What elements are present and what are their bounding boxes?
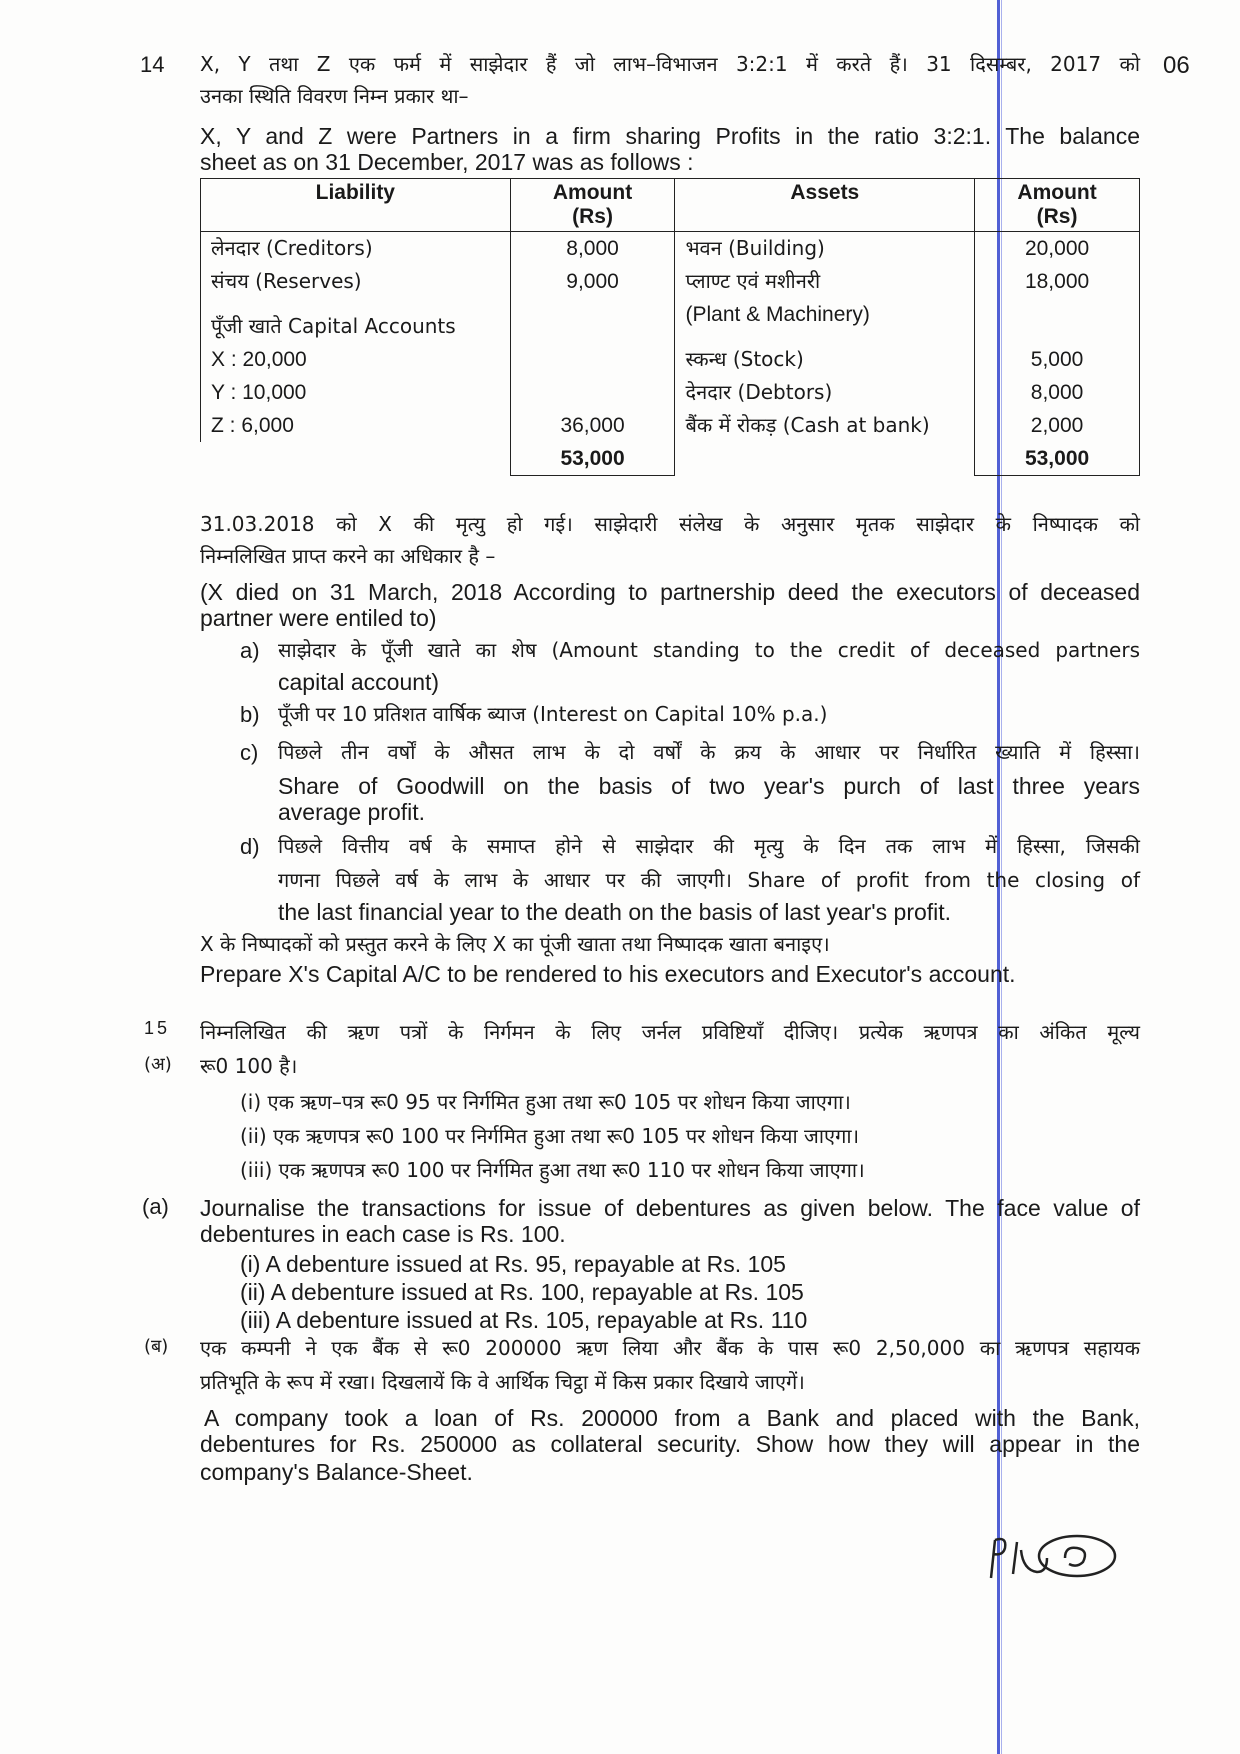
header-assets: Assets xyxy=(675,179,975,232)
asset-label: देनदार (Debtors) xyxy=(675,376,975,409)
liability-amount xyxy=(510,343,675,376)
item-c-english-2: average profit. xyxy=(278,799,426,825)
header-amount-1: Amount (Rs) xyxy=(510,179,675,232)
q15-b-label: (ब) xyxy=(144,1336,169,1357)
liability-label: लेनदार (Creditors) xyxy=(201,232,511,266)
item-a-text-1: साझेदार के पूँजी खाते का शेष (Amount standing to the credit of deceased partners xyxy=(278,638,1140,662)
liability-label: Z : 6,000 xyxy=(201,409,511,442)
table-row xyxy=(201,409,1140,442)
item-c-hindi: पिछले तीन वर्षों के औसत लाभ के दो वर्षों के क्रय के आधार पर निर्धारित ख्याति में हिस्सा। xyxy=(278,740,1140,764)
pto-handwritten-mark xyxy=(985,1528,1125,1584)
table-row xyxy=(201,343,1140,376)
question-15-number: 15 xyxy=(144,1018,171,1038)
item-b-text: पूँजी पर 10 प्रतिशत वार्षिक ब्याज (Interest on Capital 10% p.a.) xyxy=(278,702,828,726)
liability-amount xyxy=(510,298,675,343)
question-14-number: 14 xyxy=(140,52,165,77)
liability-label: संचय (Reserves) xyxy=(201,265,511,298)
q14-english-death-1: (X died on 31 March, 2018 According to partnership deed the executors of deceased xyxy=(200,579,1140,605)
item-d-label: d) xyxy=(240,834,260,859)
q14-english-prepare: Prepare X's Capital A/C to be rendered to his executors and Executor's account. xyxy=(200,961,1016,987)
table-total-row xyxy=(201,442,1140,476)
q14-hindi-death-2: निम्नलिखित प्राप्त करने का अधिकार है – xyxy=(200,544,496,568)
asset-label: प्लाण्ट एवं मशीनरी xyxy=(675,265,975,298)
q15-english-a-label: (a) xyxy=(142,1194,169,1219)
q14-hindi-death-1: 31.03.2018 को X की मृत्यु हो गई। साझेदारी संलेख के अनुसार मृतक साझेदार के निष्पादक को xyxy=(200,512,1140,536)
q15-hindi-a-1: निम्नलिखित की ऋण पत्रों के निर्गमन के लिए जर्नल प्रविष्टियाँ दीजिए। प्रत्येक ऋणपत्र का अंकित मूल्य xyxy=(200,1020,1140,1044)
asset-amount: 8,000 xyxy=(975,376,1140,409)
q15-hindi-b-1: एक कम्पनी ने एक बैंक से रू0 200000 ऋण लिया और बैंक के पास रू0 2,50,000 का ऋणपत्र सहायक xyxy=(200,1336,1140,1360)
table-row xyxy=(201,232,1140,266)
item-c-english-1: Share of Goodwill on the basis of two year's purch of last three years xyxy=(278,773,1140,799)
question-14-marks: 06 xyxy=(1163,52,1190,79)
table-row xyxy=(201,265,1140,298)
liability-amount: 36,000 xyxy=(510,409,675,442)
asset-label: (Plant & Machinery) xyxy=(675,298,975,343)
q15-hindi-item-2: (ii) एक ऋणपत्र रू0 100 पर निर्गमित हुआ तथा रू0 105 पर शोधन किया जाएगा। xyxy=(240,1124,860,1148)
asset-amount: 2,000 xyxy=(975,409,1140,442)
item-d-hindi-2: गणना पिछले वर्ष के लाभ के आधार पर की जाएगी। Share of profit from the closing of xyxy=(278,868,1140,892)
total-assets: 53,000 xyxy=(975,442,1140,476)
q15-hindi-a-2: रू0 100 है। xyxy=(200,1054,298,1078)
q15-hindi-a-label: (अ) xyxy=(144,1054,172,1075)
q14-hindi-intro-1: X, Y तथा Z एक फर्म में साझेदार हैं जो लाभ–विभाजन 3:2:1 में करते हैं। 31 दिसम्बर, 2017 को xyxy=(200,52,1140,76)
asset-label: स्कन्ध (Stock) xyxy=(675,343,975,376)
q15-english-b-3: company's Balance-Sheet. xyxy=(200,1459,473,1485)
liability-amount: 8,000 xyxy=(510,232,675,266)
table-row xyxy=(201,376,1140,409)
asset-amount xyxy=(975,298,1140,343)
q15-english-item-3: (iii) A debenture issued at Rs. 105, repayable at Rs. 110 xyxy=(240,1307,808,1333)
balance-sheet-header xyxy=(201,179,1140,232)
q15-english-b-1: A company took a loan of Rs. 200000 from a Bank and placed with the Bank, xyxy=(204,1405,1140,1431)
q15-english-item-1: (i) A debenture issued at Rs. 95, repayable at Rs. 105 xyxy=(240,1251,786,1277)
q14-english-death-2: partner were entiled to) xyxy=(200,605,437,631)
q15-hindi-b-2: प्रतिभूति के रूप में रखा। दिखलायें कि वे आर्थिक चिट्ठा में किस प्रकार दिखाये जाएगें। xyxy=(200,1370,805,1394)
q15-hindi-item-1: (i) एक ऋण–पत्र रू0 95 पर निर्गमित हुआ तथा रू0 105 पर शोधन किया जाएगा। xyxy=(240,1090,851,1114)
item-b-label: b) xyxy=(240,702,260,727)
liability-label: Y : 10,000 xyxy=(201,376,511,409)
item-c-label: c) xyxy=(240,740,259,765)
header-liability: Liability xyxy=(201,179,511,232)
asset-amount: 20,000 xyxy=(975,232,1140,266)
liability-amount xyxy=(510,376,675,409)
liability-label: पूँजी खाते Capital Accounts xyxy=(201,298,511,343)
liability-amount: 9,000 xyxy=(510,265,675,298)
table-row xyxy=(201,298,1140,343)
q15-english-a-1: Journalise the transactions for issue of debentures as given below. The face value of xyxy=(200,1195,1140,1221)
liability-label: X : 20,000 xyxy=(201,343,511,376)
q14-hindi-intro-2: उनका स्थिति विवरण निम्न प्रकार था– xyxy=(200,84,469,108)
asset-label: बैंक में रोकड़ (Cash at bank) xyxy=(675,409,975,442)
header-amount-2: Amount (Rs) xyxy=(975,179,1140,232)
q14-english-intro-2: sheet as on 31 December, 2017 was as follows : xyxy=(200,149,694,175)
item-a-label: a) xyxy=(240,638,260,663)
q15-english-a-2: debentures in each case is Rs. 100. xyxy=(200,1221,566,1247)
q15-english-item-2: (ii) A debenture issued at Rs. 100, repayable at Rs. 105 xyxy=(240,1279,804,1305)
asset-amount: 5,000 xyxy=(975,343,1140,376)
total-liabilities: 53,000 xyxy=(510,442,675,476)
balance-sheet-table xyxy=(200,178,1140,476)
q15-english-b-2: debentures for Rs. 250000 as collateral security. Show how they will appear in the xyxy=(200,1431,1140,1457)
q14-hindi-prepare: X के निष्पादकों को प्रस्तुत करने के लिए X का पूंजी खाता तथा निष्पादक खाता बनाइए। xyxy=(200,932,830,956)
item-a-text-2: capital account) xyxy=(278,669,440,695)
asset-amount: 18,000 xyxy=(975,265,1140,298)
asset-label: भवन (Building) xyxy=(675,232,975,266)
item-d-hindi-1: पिछले वित्तीय वर्ष के समाप्त होने से साझेदार की मृत्यु के दिन तक लाभ में हिस्सा, जिसकी xyxy=(278,834,1140,858)
q14-english-intro-1: X, Y and Z were Partners in a firm sharing Profits in the ratio 3:2:1. The balance xyxy=(200,123,1140,149)
item-d-english: the last financial year to the death on the basis of last year's profit. xyxy=(278,899,952,925)
q15-hindi-item-3: (iii) एक ऋणपत्र रू0 100 पर निर्गमित हुआ तथा रू0 110 पर शोधन किया जाएगा। xyxy=(240,1158,865,1182)
